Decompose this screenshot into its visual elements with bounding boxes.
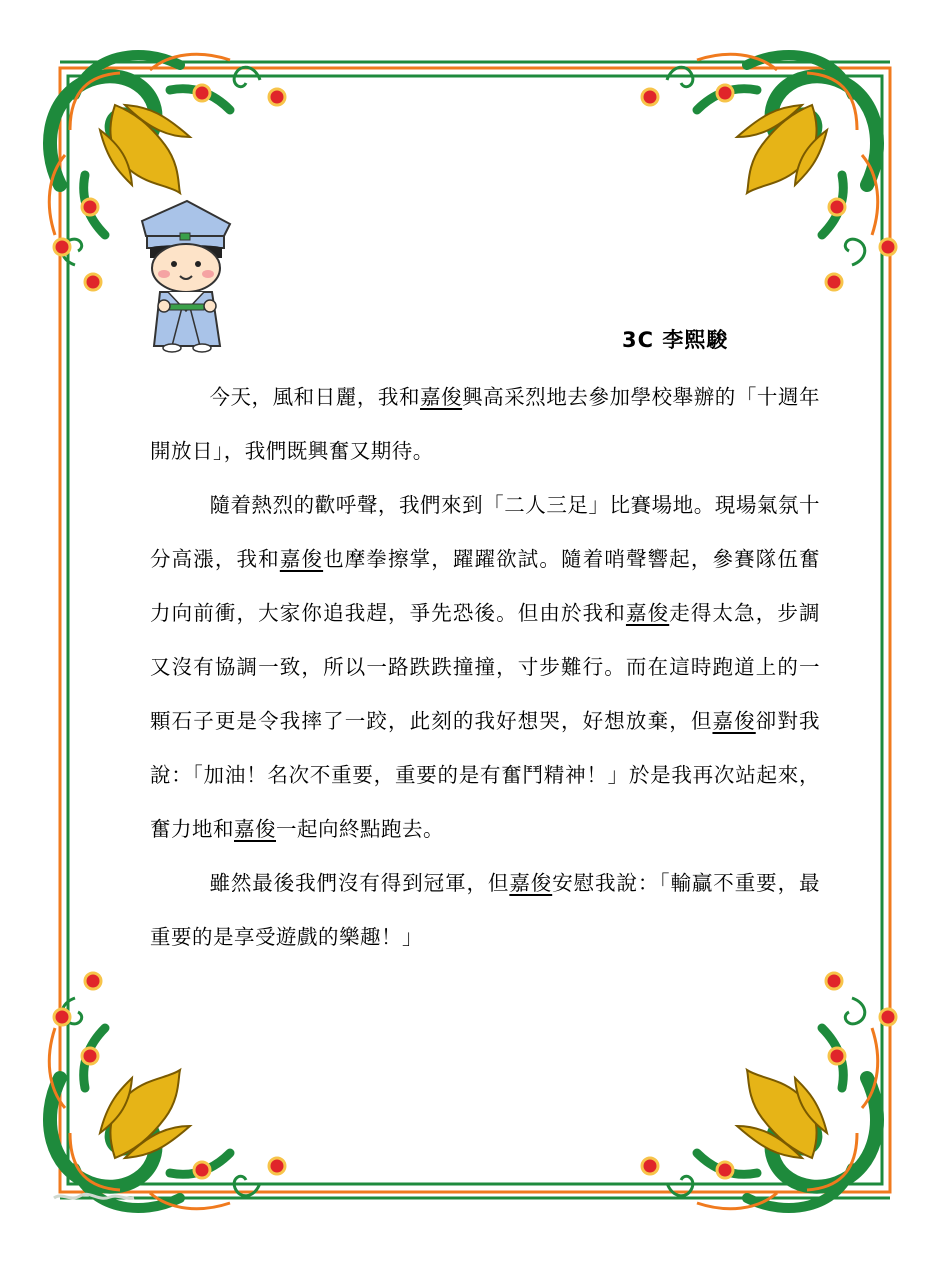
paragraph-1	[150, 370, 820, 478]
essay-body	[150, 370, 820, 964]
underlined-name: 嘉俊	[509, 871, 553, 895]
underlined-name: 嘉俊	[234, 817, 276, 841]
corner-ornament-icon	[642, 54, 878, 290]
text-segment: 走得太急，步調又沒有協調一致，所以一路跌跌撞撞，寸步難行。而在這時跑道上的一顆石子更是令我摔了一跤，此刻的我好想哭，好想放棄，但	[150, 601, 821, 733]
text-segment: 一起向終點跑去。	[276, 817, 444, 841]
underlined-name: 嘉俊	[279, 547, 324, 571]
underlined-name: 嘉俊	[625, 601, 670, 625]
text-segment: 隨着熱烈的歡呼聲，我們來到「二人三足」比賽場地。現場氣氛十分高漲，我和	[150, 493, 820, 571]
scholar-boy-icon	[132, 196, 242, 356]
corner-ornament-icon	[642, 973, 878, 1209]
text-segment: 今天，風和日麗，我和	[209, 385, 420, 409]
paragraph-2	[150, 478, 820, 856]
text-segment: 也摩拳擦掌，躍躍欲試。隨着哨聲響起，參賽隊伍奮力向前衝，大家你追我趕，爭先恐後。但由於我和	[150, 547, 821, 625]
paragraph-3	[150, 856, 820, 964]
text-segment: 安慰我說：「輸贏不重要，最重要的是享受遊戲的樂趣！」	[150, 871, 820, 949]
corner-ornament-icon	[49, 973, 285, 1209]
text-segment: 興高采烈地去參加學校舉辦的「十週年開放日」，我們既興奮又期待。	[150, 385, 821, 463]
text-segment: 雖然最後我們沒有得到冠軍，但	[209, 871, 510, 895]
underlined-name: 嘉俊	[712, 709, 756, 733]
author-name: 3C 李熙駿	[622, 328, 729, 352]
underlined-name: 嘉俊	[420, 385, 463, 409]
faint-scribble	[52, 1190, 152, 1204]
text-segment: 卻對我說：「加油！名次不重要，重要的是有奮鬥精神！」於是我再次站起來，奮力地和	[150, 709, 821, 841]
